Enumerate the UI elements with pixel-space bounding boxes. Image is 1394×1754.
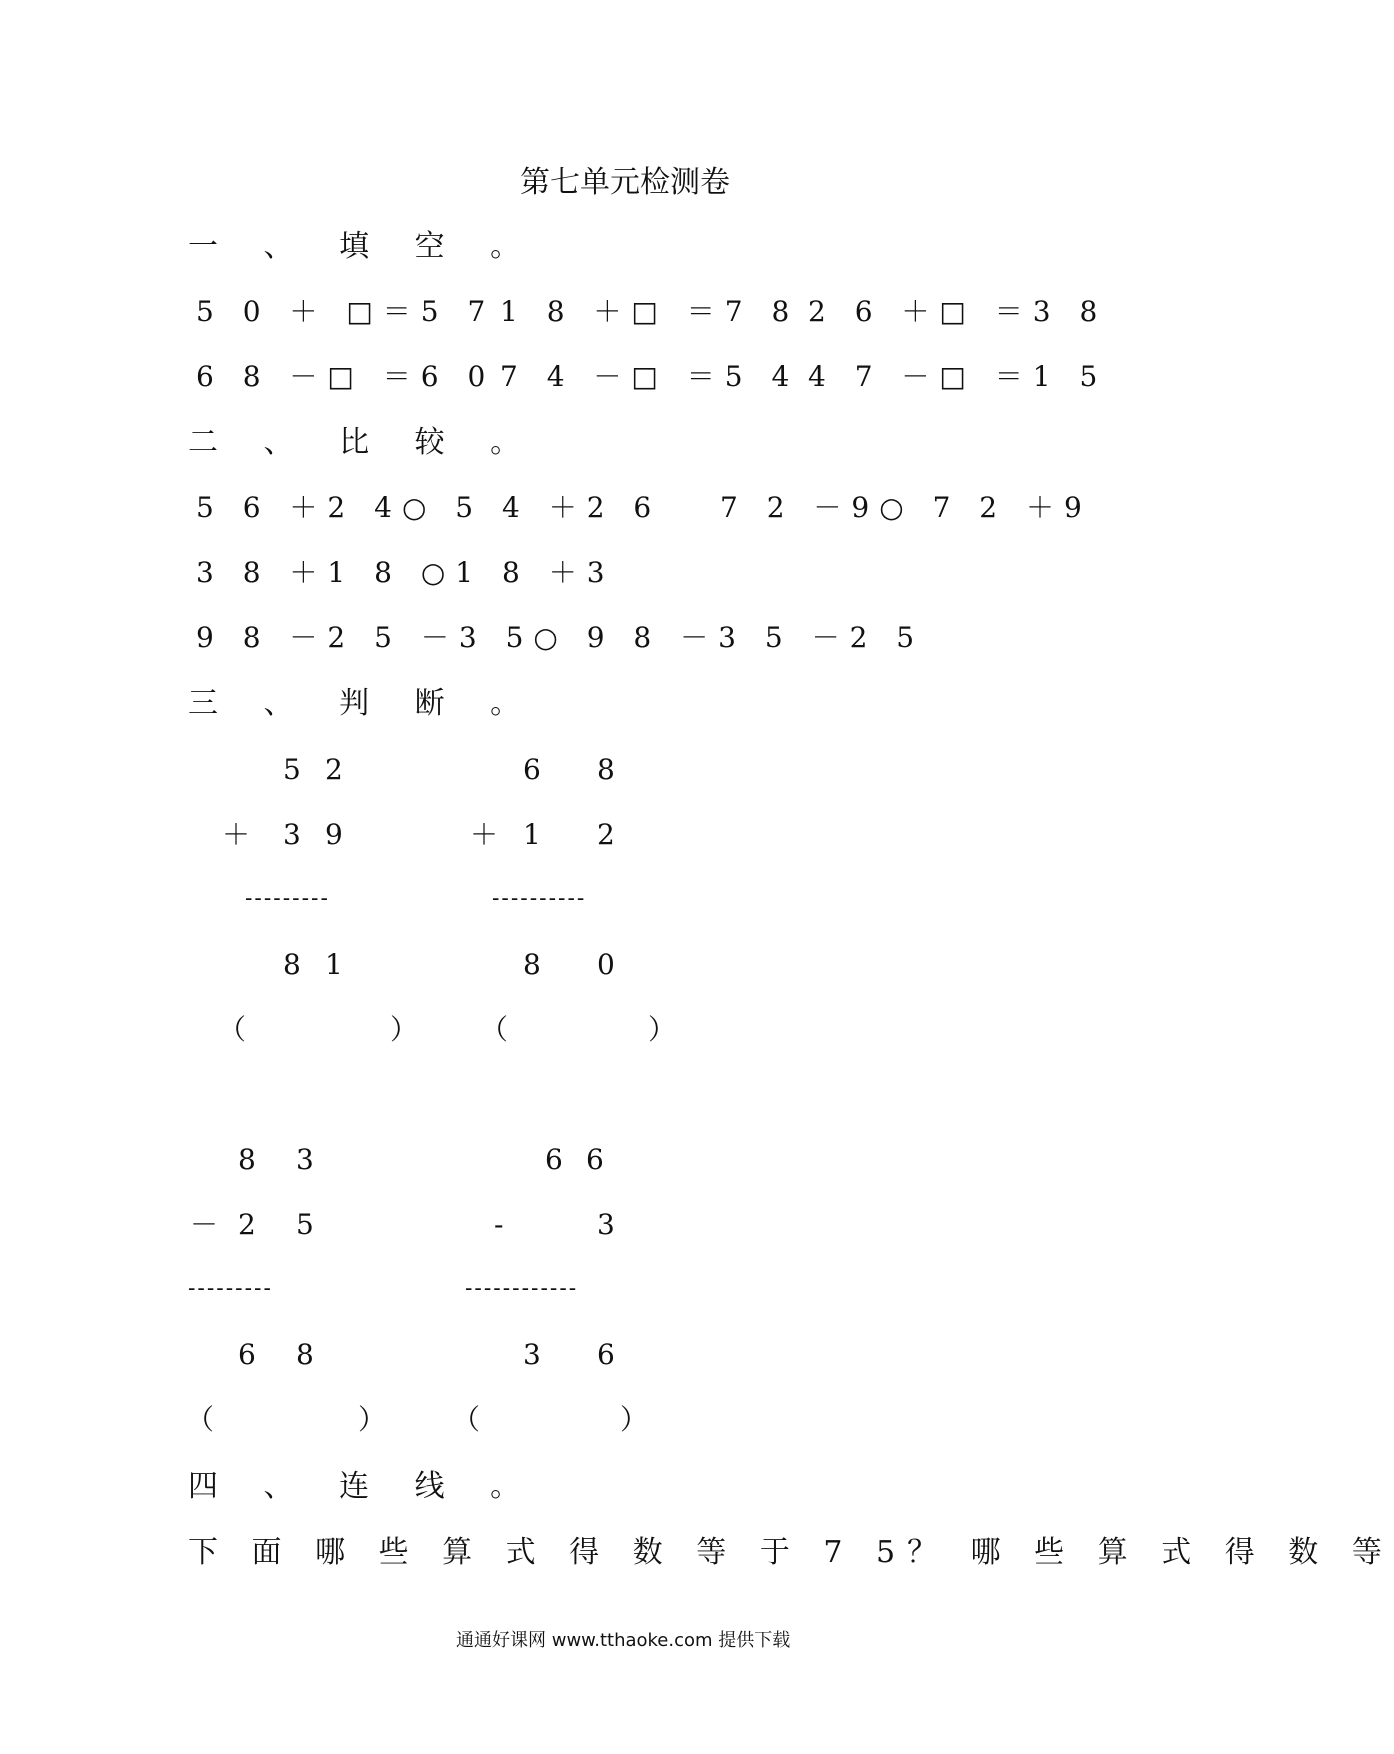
compare-1: 5 6 ＋2 4○ 5 4 ＋2 6 xyxy=(196,491,662,524)
digit: 6 xyxy=(545,1143,563,1176)
fill-blank-2: 1 8 ＋□ ＝7 8 xyxy=(500,295,800,328)
fill-blank-5: 7 4 －□ ＝5 4 xyxy=(500,360,800,393)
digit: 3 xyxy=(597,1208,615,1241)
answer-paren-close: ） xyxy=(358,1403,387,1436)
digit: 3 xyxy=(283,818,301,851)
fill-blank-3: 2 6 ＋□ ＝3 8 xyxy=(808,295,1108,328)
footer-credit: 通通好课网 www.tthaoke.com 提供下载 xyxy=(456,1630,791,1651)
operator: ＋ xyxy=(222,818,251,851)
answer-paren-open: （ xyxy=(452,1403,481,1436)
rule-line: ---------- xyxy=(492,886,587,911)
digit: 6 xyxy=(238,1338,256,1371)
digit: 5 xyxy=(283,753,301,786)
digit: 9 xyxy=(325,818,343,851)
answer-paren-close: ） xyxy=(620,1403,649,1436)
compare-4: 9 8 －2 5 －3 5○ 9 8 －3 5 －2 5 xyxy=(196,621,925,654)
section-4-heading: 四 、 连 线 。 xyxy=(188,1469,539,1504)
digit: 1 xyxy=(325,948,343,981)
answer-paren-close: ） xyxy=(648,1013,677,1046)
digit: 8 xyxy=(283,948,301,981)
digit: 0 xyxy=(597,948,615,981)
digit: 1 xyxy=(523,818,541,851)
digit: 8 xyxy=(523,948,541,981)
page-title: 第七单元检测卷 xyxy=(520,165,730,200)
digit: 8 xyxy=(296,1338,314,1371)
rule-line: ------------ xyxy=(465,1276,579,1301)
digit: 6 xyxy=(586,1143,604,1176)
section-1-heading: 一 、 填 空 。 xyxy=(188,229,539,264)
compare-3: 3 8 ＋1 8 ○1 8 ＋3 xyxy=(196,556,615,589)
digit: 3 xyxy=(296,1143,314,1176)
section-3-heading: 三 、 判 断 。 xyxy=(188,686,539,721)
section-4-prompt: 下 面 哪 些 算 式 得 数 等 于 7 5？ 哪 些 算 式 得 数 等 xyxy=(188,1535,1394,1570)
digit: 8 xyxy=(597,753,615,786)
operator: - xyxy=(494,1208,504,1241)
digit: 6 xyxy=(597,1338,615,1371)
answer-paren-open: （ xyxy=(186,1403,215,1436)
fill-blank-4: 6 8 －□ ＝6 0 xyxy=(196,360,496,393)
answer-paren-close: ） xyxy=(390,1013,419,1046)
answer-paren-open: （ xyxy=(218,1013,247,1046)
rule-line: --------- xyxy=(245,886,330,911)
digit: 2 xyxy=(238,1208,256,1241)
digit: 2 xyxy=(325,753,343,786)
section-2-heading: 二 、 比 较 。 xyxy=(188,425,539,460)
operator: － xyxy=(190,1208,219,1241)
digit: 6 xyxy=(523,753,541,786)
rule-line: --------- xyxy=(188,1276,273,1301)
digit: 8 xyxy=(238,1143,256,1176)
compare-2: 7 2 －9○ 7 2 ＋9 xyxy=(720,491,1092,524)
digit: 3 xyxy=(523,1338,541,1371)
answer-paren-open: （ xyxy=(480,1013,509,1046)
operator: ＋ xyxy=(470,818,499,851)
digit: 5 xyxy=(296,1208,314,1241)
fill-blank-1: 5 0 ＋ □＝5 7 xyxy=(196,295,496,328)
fill-blank-6: 4 7 －□ ＝1 5 xyxy=(808,360,1108,393)
digit: 2 xyxy=(597,818,615,851)
